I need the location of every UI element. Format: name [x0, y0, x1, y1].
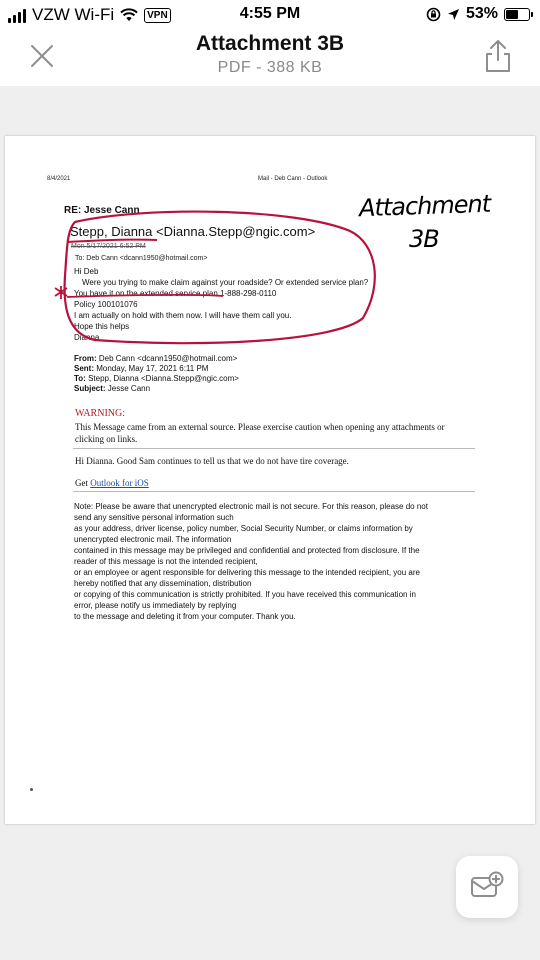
notice-line: as your address, driver license, policy number, Social Security Number, or claims information by — [74, 524, 413, 533]
vpn-badge: VPN — [144, 8, 171, 23]
notice-line: Note: Please be aware that unencrypted electronic mail is not secure. For this reason, please do not — [74, 502, 428, 511]
divider — [73, 491, 475, 492]
notice-line: contained in this message may be privileged and confidential and protected from disclosure. If the — [74, 546, 420, 555]
warning-label: WARNING: — [75, 408, 125, 419]
reply-sender: Stepp, Dianna <Dianna.Stepp@ngic.com> — [70, 224, 316, 239]
reply-subject: RE: Jesse Cann — [64, 205, 140, 216]
share-button[interactable] — [482, 38, 514, 74]
document-title: Attachment 3B — [195, 32, 345, 55]
share-icon — [482, 38, 514, 74]
mail-add-icon — [469, 871, 505, 901]
pdf-viewer[interactable] — [0, 86, 540, 960]
document-subtitle: PDF - 388 KB — [217, 59, 323, 76]
markup-button[interactable] — [456, 856, 518, 918]
reply-date: Mon 5/17/2021 6:52 PM — [71, 243, 146, 250]
reply-to: To: Deb Cann <dcann1950@hotmail.com> — [75, 255, 208, 262]
reply-body-line: I am actually on hold with them now. I will have them call you. — [74, 311, 292, 320]
get-outlook-line: Get Outlook for iOS — [75, 478, 149, 488]
viewer-header — [0, 30, 540, 86]
reply-body-line: Dianna — [74, 333, 100, 342]
battery-fill — [506, 10, 518, 19]
notice-line: hereby notified that any dissemination, distribution — [74, 579, 252, 588]
orientation-lock-icon — [426, 7, 441, 22]
reply-body-line: Hope this helps — [74, 322, 130, 331]
status-bar — [0, 0, 540, 30]
notice-line: or an employee or agent responsible for delivering this message to the intended recipient, you are — [74, 568, 420, 577]
reply-body-line: You have it on the extended service plan 1-888-298-0110 — [74, 289, 277, 298]
original-from: From: Deb Cann <dcann1950@hotmail.com> — [74, 354, 238, 363]
handwritten-attachment: Attachment — [358, 189, 491, 223]
notice-line: reader of this message is not the intended recipient, — [74, 557, 258, 566]
battery-percent: 53% — [465, 5, 498, 22]
scroll-dot — [30, 788, 33, 791]
original-subject: Subject: Jesse Cann — [74, 384, 151, 393]
outlook-for-ios-link[interactable]: Outlook for iOS — [90, 478, 149, 488]
status-time: 4:55 PM — [239, 5, 301, 22]
handwritten-3b: 3B — [409, 225, 439, 253]
notice-line: send any sensitive personal information such — [74, 513, 234, 522]
notice-line: error, please notify us immediately by replying — [74, 601, 237, 610]
print-date: 8/4/2021 — [47, 176, 71, 182]
reply-body-line: Policy 100101076 — [74, 300, 138, 309]
status-right — [426, 5, 530, 23]
original-sent: Sent: Monday, May 17, 2021 6:11 PM — [74, 364, 209, 373]
carrier-label: VZW Wi-Fi — [32, 5, 115, 24]
reply-body-line: Were you trying to make claim against your roadside? Or extended service plan? — [82, 278, 369, 287]
warning-text: This Message came from an external source. Please exercise caution when opening any attachments or clicking on links. — [75, 422, 445, 444]
red-asterisk-mark — [55, 286, 67, 299]
original-message: Hi Dianna. Good Sam continues to tell us that we do not have tire coverage. — [75, 456, 349, 466]
print-header: Mail - Deb Cann - Outlook — [258, 176, 328, 182]
notice-line: or copying of this communication is strictly prohibited. If you have received this communication in — [74, 590, 416, 599]
notice-line: unencrypted electronic mail. The information — [74, 535, 232, 544]
reply-body-line: Hi Deb — [74, 267, 99, 276]
notice-line: to the message and deleting it from your computer. Thank you. — [74, 612, 296, 621]
location-arrow-icon — [447, 8, 460, 21]
pdf-page[interactable] — [5, 136, 535, 824]
original-to: To: Stepp, Dianna <Dianna.Stepp@ngic.com> — [74, 374, 239, 383]
divider — [73, 448, 475, 449]
battery-icon — [504, 8, 530, 21]
red-underline-sender — [67, 240, 157, 242]
